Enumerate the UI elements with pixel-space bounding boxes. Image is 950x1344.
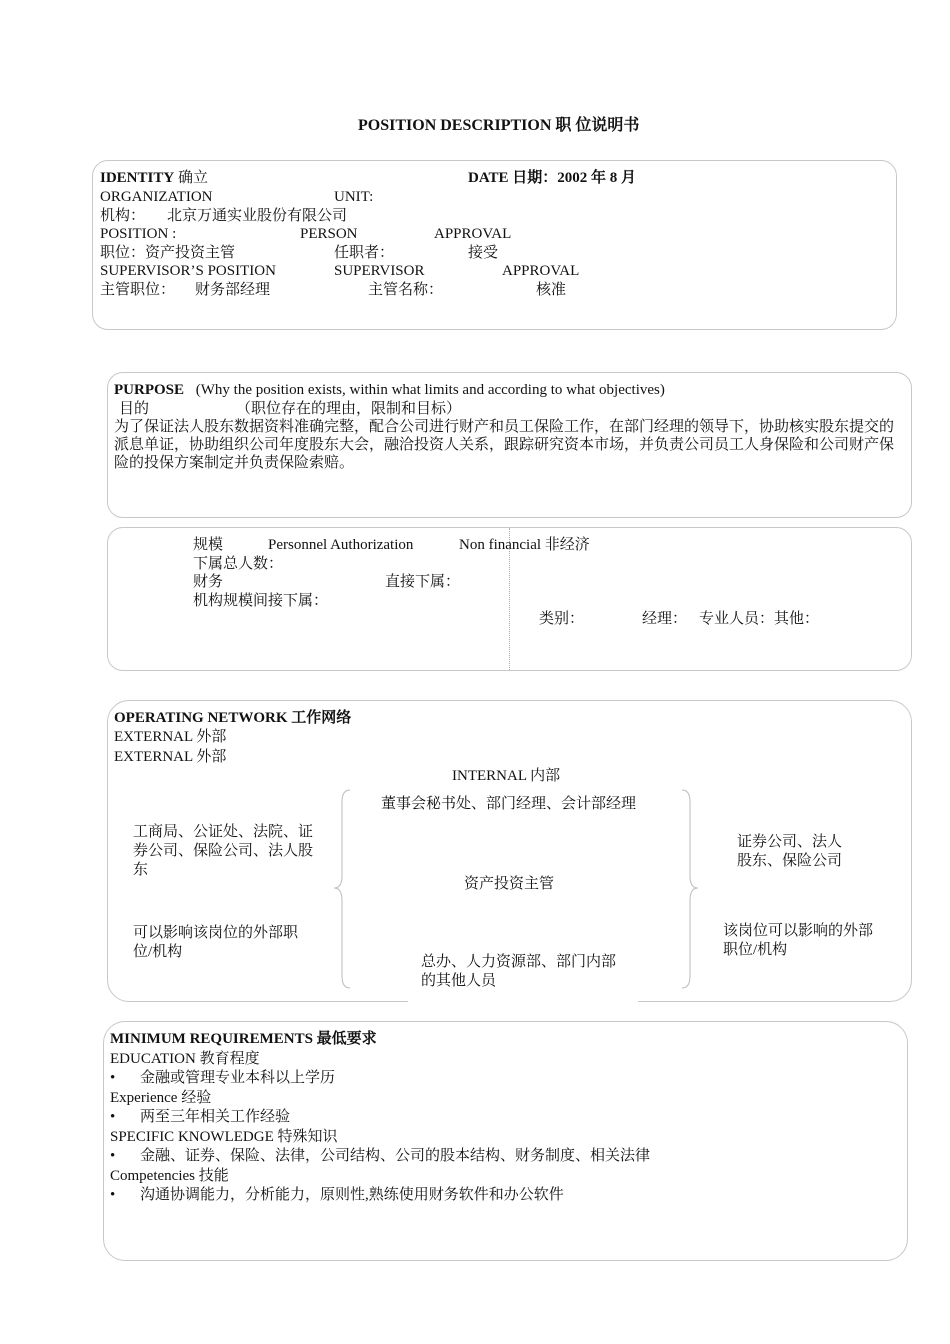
experience-item — [110, 1108, 290, 1127]
external-influencers-caption: 可以影响该岗位的外部职位/机构 — [133, 925, 299, 960]
knowledge-item — [110, 1147, 650, 1166]
approval-label: APPROVAL — [434, 226, 512, 242]
organization-cn-label: 机构： — [100, 208, 146, 224]
page-title: POSITION DESCRIPTION 职 位说明书 — [358, 117, 640, 134]
internal-bottom: 总办、人力资源部、部门内部的其他人员 — [421, 954, 617, 989]
identity-label: IDENTITY — [100, 170, 175, 186]
bullet-icon: • — [110, 1109, 116, 1125]
scale-label: 规模 — [193, 537, 224, 553]
identity-label-cn: 确立 — [177, 170, 208, 186]
external-label-1: EXTERNAL 外部 — [114, 729, 227, 745]
indirect-subordinates-label: 机构规模间接下属： — [193, 593, 329, 609]
supervisor-label: SUPERVISOR — [334, 263, 425, 279]
purpose-body: 为了保证法人股东数据资料准确完整，配合公司进行财产和员工保险工作，在部门经理的领导下，协助核实股东提交的派息单证，协助组织公司年度股东大会，融洽投资人关系，跟踪研究资本市场，并负责公司员工人身保险和公司财产保险的投保方案制定并负责保险索赔。 — [114, 419, 895, 471]
knowledge-value: 金融、证券、保险、法律，公司结构、公司的股本结构、财务制度、相关法律 — [140, 1148, 651, 1164]
supervisor-position-value: 财务部经理 — [195, 282, 271, 298]
purpose-label: PURPOSE — [114, 382, 185, 398]
non-financial-label: Non financial 非经济 — [459, 537, 590, 553]
external-influenced-caption: 该岗位可以影响的外部职位/机构 — [723, 923, 874, 958]
experience-label: Experience 经验 — [110, 1090, 212, 1106]
network-title: OPERATING NETWORK 工作网络 — [114, 710, 352, 726]
organization-value: 北京万通实业股份有限公司 — [167, 208, 348, 224]
identity-heading — [100, 169, 208, 188]
education-value: 金融或管理专业本科以上学历 — [140, 1070, 336, 1086]
unit-label: UNIT: — [334, 189, 374, 205]
education-label: EDUCATION 教育程度 — [110, 1051, 260, 1067]
manager-label: 经理： — [642, 611, 688, 627]
direct-subordinates-label: 直接下属： — [385, 574, 461, 590]
purpose-label-cn: 目的 — [119, 401, 150, 417]
organization-label: ORGANIZATION — [100, 189, 213, 205]
bullet-icon: • — [110, 1148, 116, 1164]
left-brace — [334, 790, 350, 988]
education-item — [110, 1069, 335, 1088]
supervisor-position-cn: 主管职位： — [100, 282, 176, 298]
total-subordinates-label: 下属总人数： — [193, 556, 284, 572]
experience-value: 两至三年相关工作经验 — [140, 1109, 291, 1125]
supervisor-position-label: SUPERVISOR’S POSITION — [100, 263, 276, 279]
purpose-subtitle-cn: （职位存在的理由，限制和目标） — [236, 401, 462, 417]
category-label: 类别： — [539, 611, 585, 627]
finance-label: 财务 — [193, 574, 224, 590]
supervisor-name-label: 主管名称： — [368, 282, 444, 298]
competencies-label: Competencies 技能 — [110, 1168, 229, 1184]
external-influenced: 证券公司、法人股东、保险公司 — [737, 834, 843, 869]
external-label-2: EXTERNAL 外部 — [114, 749, 227, 765]
incumbent-label: 任职者： — [334, 245, 395, 261]
knowledge-label: SPECIFIC KNOWLEDGE 特殊知识 — [110, 1129, 338, 1145]
competencies-value: 沟通协调能力，分析能力，原则性,熟练使用财务软件和办公软件 — [140, 1187, 564, 1203]
competencies-item — [110, 1186, 564, 1205]
center-position: 资产投资主管 — [464, 876, 555, 892]
accept-label: 接受 — [468, 245, 499, 261]
bullet-icon: • — [110, 1187, 116, 1203]
position-value: 职位：资产投资主管 — [100, 245, 236, 261]
network-gap — [408, 997, 638, 1005]
bullet-icon: • — [110, 1070, 116, 1086]
position-label: POSITION : — [100, 226, 177, 242]
requirements-title: MINIMUM REQUIREMENTS 最低要求 — [110, 1031, 377, 1047]
internal-label: INTERNAL 内部 — [452, 768, 561, 784]
date-field: DATE 日期：2002 年 8 月 — [468, 170, 637, 186]
personnel-authorization-label: Personnel Authorization — [268, 537, 414, 553]
purpose-subtitle: (Why the position exists, within what limits and according to what objectives) — [195, 382, 665, 398]
right-brace — [682, 790, 698, 988]
purpose-heading — [114, 381, 665, 400]
approval-label-2: APPROVAL — [502, 263, 580, 279]
person-label: PERSON — [300, 226, 358, 242]
external-influencers: 工商局、公证处、法院、证券公司、保险公司、法人股东 — [133, 824, 314, 878]
staff-other-label: 专业人员：其他： — [699, 611, 820, 627]
internal-top: 董事会秘书处、部门经理、会计部经理 — [381, 796, 637, 812]
approve-label: 核准 — [536, 282, 567, 298]
